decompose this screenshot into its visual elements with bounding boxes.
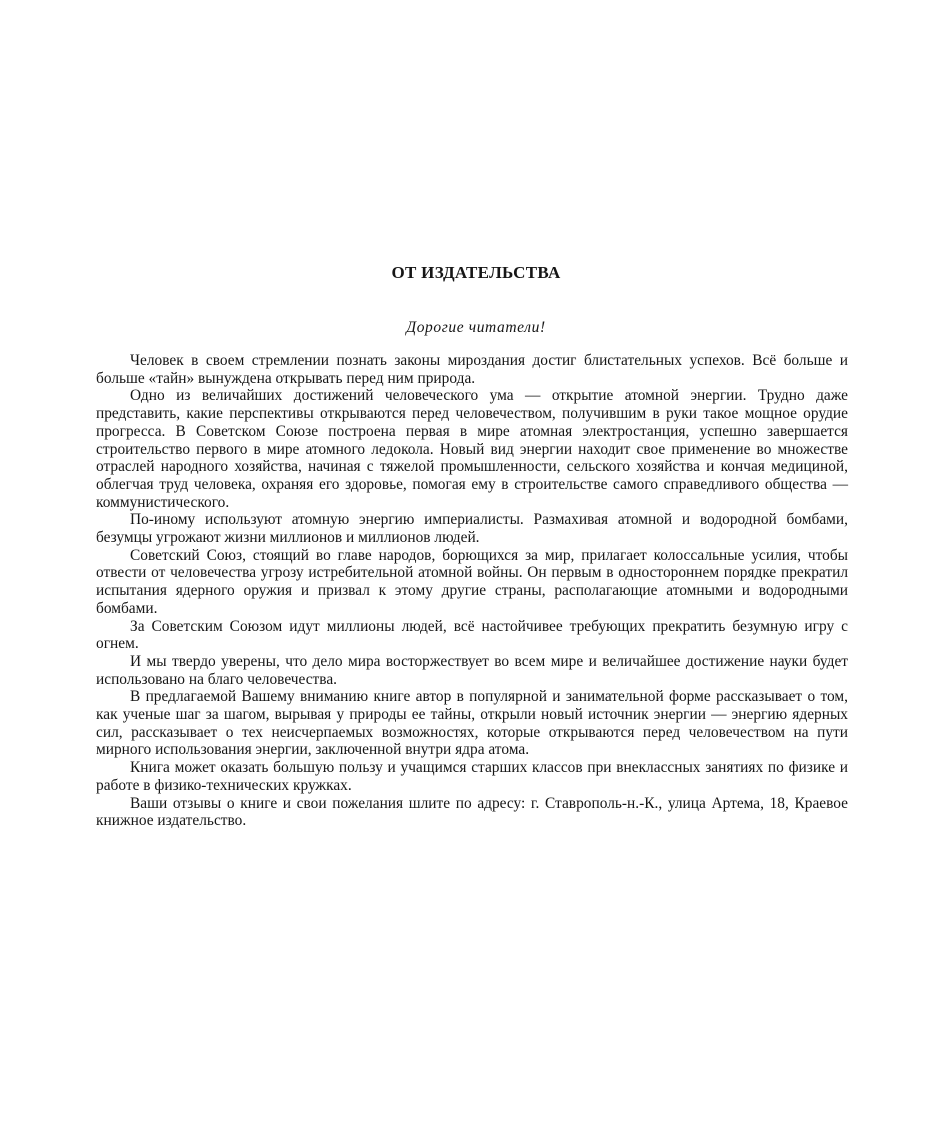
paragraph-5: За Советским Союзом идут миллионы людей, всё настойчивее требующих прекратить безумную игру с огнем. [96, 617, 848, 653]
paragraph-9: Ваши отзывы о книге и свои пожелания шлите по адресу: г. Ставрополь-н.-К., улица Артема, 18, Краевое книжное издательство. [96, 794, 848, 830]
paragraph-1: Человек в своем стремлении познать законы мироздания достиг блистательных успехов. Всё больше и больше «тайн» вынуждена открывать перед ним природа. [96, 352, 848, 387]
section-heading: ОТ ИЗДАТЕЛЬСТВА [391, 263, 561, 282]
paragraph-7: В предлагаемой Вашему вниманию книге автор в популярной и занимательной форме рассказывает о том, как ученые шаг за шагом, вырывая у природы ее тайны, открыли новый источник энергии — энергию ядерных сил, рассказывает о тех неисчерпаемых возможностях, которые открываются перед человечеством на пути мирного использования энергии, заключенной внутри ядра атома. [96, 688, 848, 759]
paragraph-3: По-иному используют атомную энергию империалисты. Размахивая атомной и водородной бомбами, безумцы угрожают жизни миллионов и миллионов людей. [96, 511, 848, 547]
body-text [96, 352, 848, 830]
greeting-line: Дорогие читатели! [406, 319, 546, 336]
paragraph-2: Одно из величайших достижений человеческого ума — открытие атомной энергии. Трудно даже представить, какие перспективы открываются перед человечеством, получившим в руки такое мощное орудие прогресса. В Советском Союзе построена первая в мире атомная электростанция, успешно завершается строительство первого в мире атомного ледокола. Новый вид энергии находит свое применение во множестве отраслей народного хозяйства, начиная с тяжелой промышленности, сельского хозяйства и кончая медициной, облегчая труд человека, охраняя его здоровье, помогая ему в строительстве самого справедливого общества — коммунистического. [96, 387, 848, 511]
paragraph-6: И мы твердо уверены, что дело мира восторжествует во всем мире и величайшее достижение науки будет использовано на благо человечества. [96, 652, 848, 688]
paragraph-4: Советский Союз, стоящий во главе народов, борющихся за мир, прилагает колоссальные усилия, чтобы отвести от человечества угрозу истребительной атомной войны. Он первым в одностороннем порядке прекратил испытания ядерного оружия и призвал к этому другие страны, располагающие атомными и водородными бомбами. [96, 546, 848, 617]
paragraph-8: Книга может оказать большую пользу и учащимся старших классов при внеклассных занятиях по физике и работе в физико-технических кружках. [96, 759, 848, 794]
